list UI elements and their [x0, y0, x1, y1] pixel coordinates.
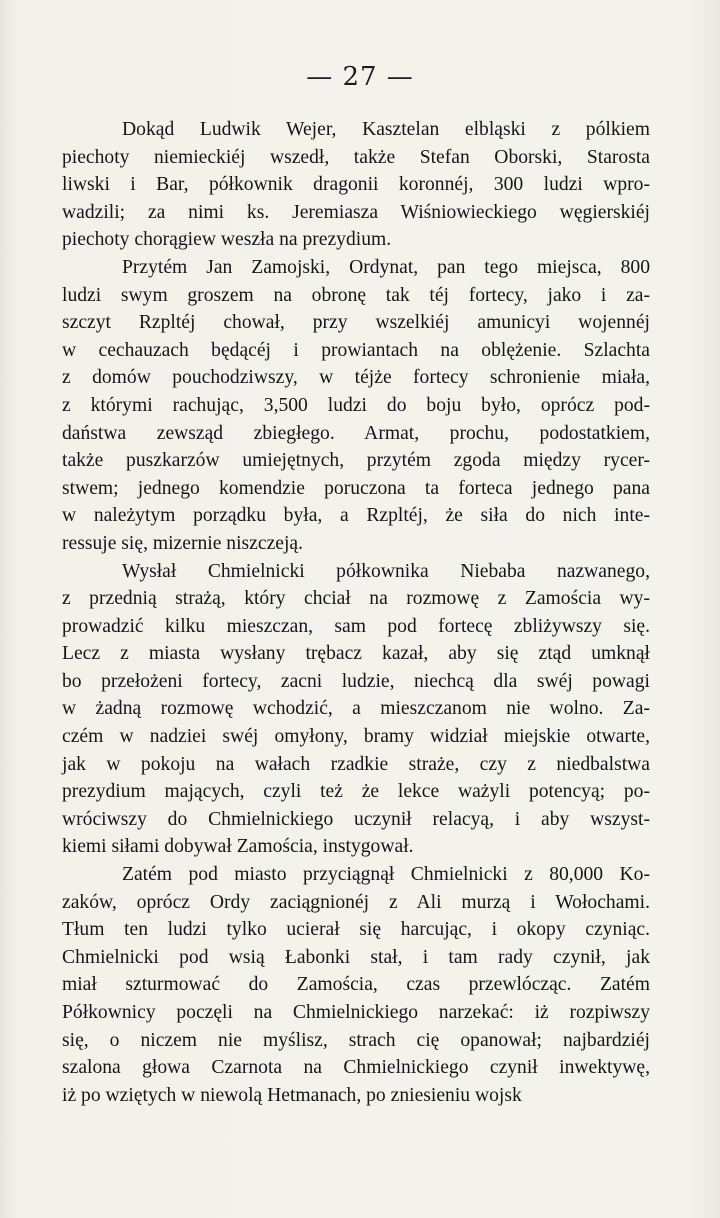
text-line: ressuje się, mizernie niszczeją.: [62, 532, 303, 554]
text-line: Przytém Jan Zamojski, Ordynat, pan tego miejsca, 800: [122, 256, 650, 278]
text-line: kiemi siłami dobywał Zamościa, instygował.: [62, 836, 414, 858]
text-line: bo przełożeni fortecy, zacni ludzie, niechcą dla swéj powagi: [62, 670, 650, 692]
text-line: w żadną rozmowę wchodzić, a mieszczanom nie wolno. Za-: [62, 698, 650, 720]
paragraph: [62, 116, 650, 254]
text-line: Wysłał Chmielnicki półkownika Niebaba nazwanego,: [122, 560, 650, 582]
text-line: miał szturmować do Zamościa, czas przewlócząc. Zatém: [62, 974, 650, 996]
text-line: z którymi rachując, 3,500 ludzi do boju było, oprócz pod-: [62, 394, 650, 416]
page-number: — 27 —: [306, 62, 414, 92]
text-line: jak w pokoju na wałach rzadkie straże, czy z niedbalstwa: [62, 753, 650, 775]
text-line: Chmielnicki pod wsią Łabonki stał, i tam rady czynił, jak: [62, 946, 650, 968]
text-line: piechoty niemieckiéj wszedł, także Stefan Oborski, Starosta: [62, 146, 650, 168]
text-line: w należytym porządku była, a Rzpltéj, że siła do nich inte-: [62, 505, 650, 527]
text-line: stwem; jednego komendzie poruczona ta forteca jednego pana: [62, 477, 650, 499]
text-line: Zatém pod miasto przyciągnął Chmielnicki z 80,000 Ko-: [122, 864, 650, 886]
text-line: piechoty chorągiew weszła na prezydium.: [62, 229, 392, 251]
text-line: iż po wziętych w niewolą Hetmanach, po zniesieniu wojsk: [62, 1084, 522, 1106]
text-line: Dokąd Ludwik Wejer, Kasztelan elbląski z pólkiem: [122, 119, 650, 140]
text-line: prowadzić kilku mieszczan, sam pod fortecę zbliżywszy się.: [62, 615, 650, 637]
text-line: Tłum ten ludzi tylko ucierał się harcując, i okopy czyniąc.: [62, 919, 650, 941]
text-line: daństwa zewsząd zbiegłego. Armat, prochu, podostatkiem,: [62, 422, 650, 444]
text-line: Lecz z miasta wysłany trębacz kazał, aby się ztąd umknął: [62, 643, 650, 665]
text-line: wróciwszy do Chmielnickiego uczynił relacyą, i aby wszyst-: [62, 808, 650, 830]
text-line: z domów pouchodziwszy, w téjże fortecy schronienie miała,: [62, 367, 650, 389]
text-line: szalona głowa Czarnota na Chmielnickiego czynił inwektywę,: [62, 1057, 650, 1079]
body-text: [62, 116, 650, 1109]
text-line: czém w nadziei swéj omyłony, bramy widział miejskie otwarte,: [62, 726, 650, 748]
paragraph: [62, 254, 650, 558]
paragraph: [62, 861, 650, 1109]
text-line: liwski i Bar, półkownik dragonii koronnéj, 300 ludzi wpro-: [62, 174, 650, 196]
text-line: się, o niczem nie myślisz, strach cię opanował; najbardziéj: [62, 1029, 650, 1051]
text-line: ludzi swym groszem na obronę tak téj fortecy, jako i za-: [62, 284, 650, 306]
text-line: wadzili; za nimi ks. Jeremiasza Wiśniowieckiego węgierskiéj: [62, 201, 650, 223]
text-line: zaków, oprócz Ordy zaciągnionéj z Ali murzą i Wołochami.: [62, 891, 650, 913]
paragraph: [62, 558, 650, 862]
text-line: z przednią strażą, który chciał na rozmowę z Zamościa wy-: [62, 588, 650, 610]
text-line: szczyt Rzpltéj chował, przy wszelkiéj amunicyi wojennéj: [62, 312, 650, 334]
text-line: prezydium mających, czyli też że lekce ważyli potencyą; po-: [62, 781, 650, 803]
text-line: Półkownicy poczęli na Chmielnickiego narzekać: iż rozpiwszy: [62, 1002, 650, 1023]
text-line: także puszkarzów umiejętnych, przytém zgoda między rycer-: [62, 450, 650, 472]
text-line: w cechauzach będącéj i prowiantach na oblężenie. Szlachta: [62, 339, 650, 361]
